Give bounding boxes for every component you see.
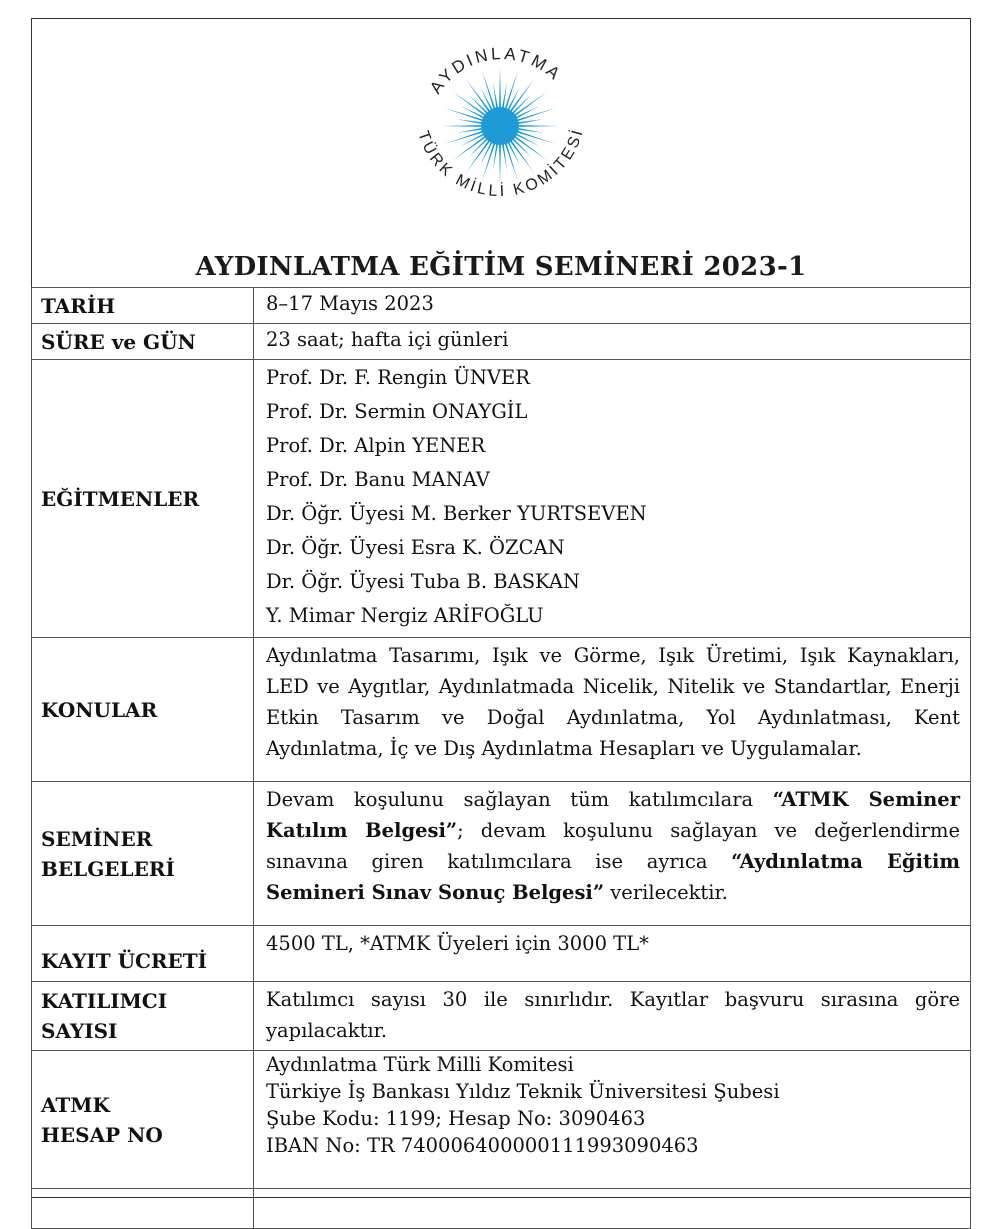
row-value-konular: Aydınlatma Tasarımı, Işık ve Görme, Işık Üretimi, Işık Kaynakları, LED ve Aygıtlar, Aydınlatmada Nicelik, Nitelik ve Standartlar, Enerji Etkin Tasarım ve Doğal Aydınlatma, Yol Aydınlatması, Kent Aydınlatma, İç ve Dış Aydınlatma Hesapları ve Uygulamalar. bbox=[254, 638, 971, 782]
certificate-name: “Aydınlatma Eğitim Semineri Sınav Sonuç Belgesi” bbox=[266, 850, 960, 904]
row-value-ucret: 4500 TL, *ATMK Üyeleri için 3000 TL* bbox=[254, 926, 971, 982]
table-row bbox=[32, 638, 971, 782]
list-item: Y. Mimar Nergiz ARİFOĞLU bbox=[266, 604, 544, 627]
logo-top-text: AYDINLATMA bbox=[426, 43, 566, 98]
table-row bbox=[32, 1051, 971, 1189]
sun-ray bbox=[507, 137, 534, 173]
label-line: KATILIMCI bbox=[41, 989, 168, 1013]
label-line: BELGELERİ bbox=[41, 856, 175, 881]
list-item: Prof. Dr. Banu MANAV bbox=[266, 468, 490, 491]
list-item: IBAN No: TR 740006400000111993090463 bbox=[266, 1134, 699, 1157]
list-item: Şube Kodu: 1199; Hesap No: 3090463 bbox=[266, 1107, 646, 1130]
label-line: SAYISI bbox=[41, 1019, 118, 1043]
list-item: Türkiye İş Bankası Yıldız Teknik Üniversitesi Şubesi bbox=[266, 1080, 780, 1103]
bank-account-info bbox=[254, 1051, 971, 1189]
row-label-ucret: KAYIT ÜCRETİ bbox=[32, 926, 254, 982]
row-label-hesap bbox=[32, 1051, 254, 1189]
certificate-name: “ATMK Seminer Katılım Belgesi” bbox=[266, 788, 960, 842]
text-segment: Devam koşulunu sağlayan tüm katılımcılara bbox=[266, 788, 773, 811]
sun-ray bbox=[499, 140, 501, 184]
sun-ray bbox=[511, 92, 547, 119]
row-label-empty bbox=[32, 1189, 254, 1229]
logo-bottom-text: TÜRK MİLLİ KOMİTESİ bbox=[414, 125, 588, 201]
sun-ray bbox=[442, 125, 486, 127]
sun-ray bbox=[514, 125, 558, 127]
row-value-sure: 23 saat; hafta içi günleri bbox=[254, 324, 971, 360]
table-row bbox=[32, 982, 971, 1051]
row-value-belgeler bbox=[254, 782, 971, 926]
list-item: Dr. Öğr. Üyesi Esra K. ÖZCAN bbox=[266, 536, 565, 559]
row-value-tarih: 8–17 Mayıs 2023 bbox=[254, 288, 971, 324]
list-item: Prof. Dr. Alpin YENER bbox=[266, 434, 486, 457]
table-row bbox=[32, 926, 971, 982]
row-label-konular: KONULAR bbox=[32, 638, 254, 782]
sun-ray bbox=[499, 68, 501, 112]
instructor-list bbox=[254, 360, 971, 638]
table-row bbox=[32, 288, 971, 324]
table-row bbox=[32, 1189, 971, 1229]
row-value-empty bbox=[254, 1189, 971, 1229]
sun-ray bbox=[507, 79, 534, 115]
table-row bbox=[32, 782, 971, 926]
label-line: SEMİNER bbox=[41, 826, 153, 851]
table-row bbox=[32, 324, 971, 360]
svg-text:AYDINLATMA bbox=[426, 44, 566, 97]
seminar-info-table bbox=[31, 287, 971, 1229]
text-segment: verilecektir. bbox=[604, 881, 728, 904]
text-segment: ; devam koşulunu sağlayan ve değerlendirme sınavına giren katılımcılara ise ayrıca bbox=[266, 819, 960, 873]
page-title: AYDINLATMA EĞİTİM SEMİNERİ 2023-1 bbox=[195, 252, 807, 282]
list-item: Prof. Dr. Sermin ONAYGİL bbox=[266, 400, 528, 423]
row-label-tarih: TARİH bbox=[32, 288, 254, 324]
list-item: Prof. Dr. F. Rengin ÜNVER bbox=[266, 366, 530, 389]
label-line: HESAP NO bbox=[41, 1122, 163, 1147]
sun-ray bbox=[466, 137, 493, 173]
sun-ray bbox=[453, 133, 489, 160]
table-row bbox=[32, 360, 971, 638]
list-item: Dr. Öğr. Üyesi Tuba B. BASKAN bbox=[266, 570, 580, 593]
list-item: Dr. Öğr. Üyesi M. Berker YURTSEVEN bbox=[266, 502, 647, 525]
row-value-katilimci: Katılımcı sayısı 30 ile sınırlıdır. Kayıtlar başvuru sırasına göre yapılacaktır. bbox=[254, 982, 971, 1051]
sunburst-icon bbox=[400, 30, 600, 230]
row-label-egitmenler: EĞİTMENLER bbox=[32, 360, 254, 638]
sun-ray bbox=[466, 79, 493, 115]
list-item: Aydınlatma Türk Milli Komitesi bbox=[266, 1053, 574, 1076]
sun-ray bbox=[511, 133, 547, 160]
row-label-katilimci bbox=[32, 982, 254, 1051]
sun-ray bbox=[453, 92, 489, 119]
row-label-belgeler bbox=[32, 782, 254, 926]
label-line: ATMK bbox=[41, 1092, 110, 1117]
row-label-sure: SÜRE ve GÜN bbox=[32, 324, 254, 360]
